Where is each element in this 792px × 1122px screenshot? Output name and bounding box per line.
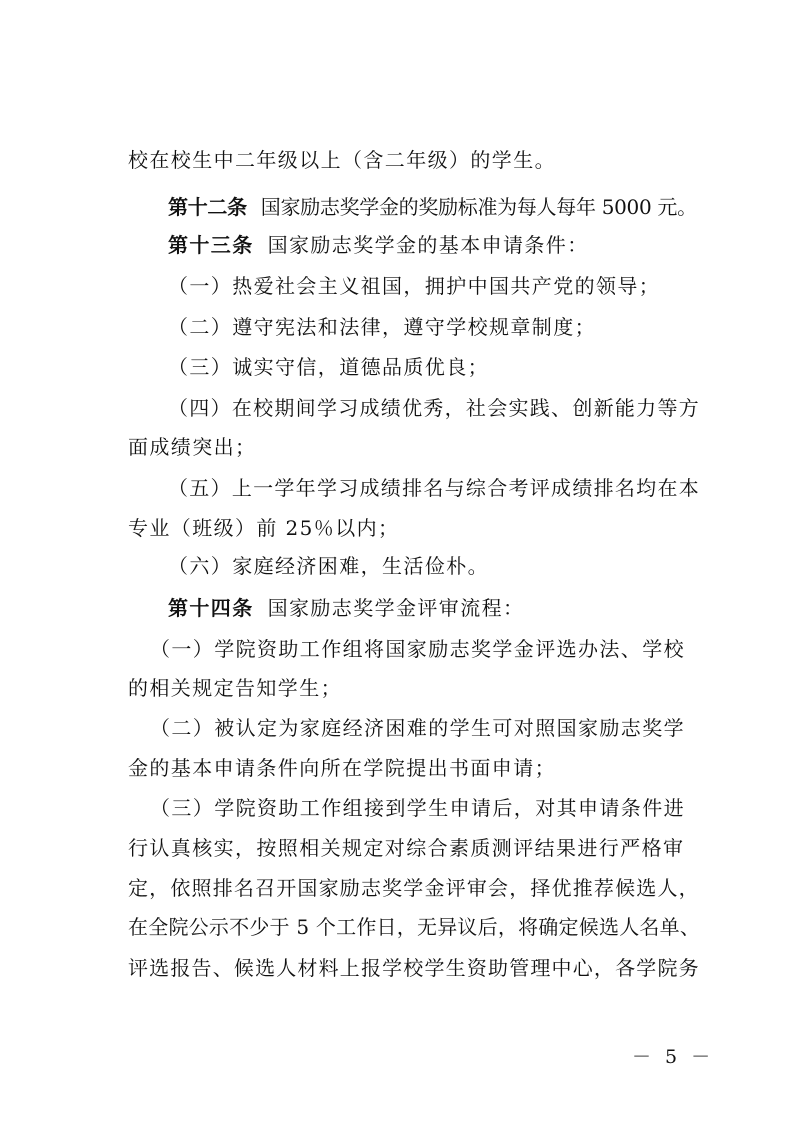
body-line-13 xyxy=(150,636,685,662)
body-line-1 xyxy=(128,147,556,173)
article-heading-14: 第十四条 xyxy=(168,596,254,620)
line-text: （一）热爱社会主义祖国，拥护中国共产党的领导； xyxy=(168,274,661,298)
body-line-14 xyxy=(128,675,342,701)
body-line-17 xyxy=(150,795,685,821)
body-line-20 xyxy=(128,914,700,940)
line-text: 国家励志奖学金的基本申请条件： xyxy=(267,233,589,257)
body-line-4 xyxy=(168,273,660,299)
body-line-11 xyxy=(168,553,489,579)
body-line-7 xyxy=(168,395,700,421)
body-line-9 xyxy=(168,475,700,501)
line-text: （五）上一学年学习成绩排名与综合考评成绩排名均在本 xyxy=(168,476,700,500)
body-line-5 xyxy=(168,314,596,340)
line-text: （六）家庭经济困难，生活俭朴。 xyxy=(168,554,489,578)
line-text: 国家励志奖学金评审流程： xyxy=(267,596,525,620)
line-text: （三）学院资助工作组接到学生申请后，对其申请条件进 xyxy=(150,796,685,820)
line-text: （四）在校期间学习成绩优秀，社会实践、创新能力等方 xyxy=(168,396,700,420)
body-line-15 xyxy=(150,715,685,741)
body-line-6 xyxy=(168,354,489,380)
article-heading-12: 第十二条 xyxy=(168,195,247,219)
line-text: 校在校生中二年级以上（含二年级）的学生。 xyxy=(128,148,556,172)
line-text: 的相关规定告知学生； xyxy=(128,676,342,700)
page-number: － 5 － xyxy=(632,1046,715,1068)
line-text: 定，依照排名召开国家励志奖学金评审会，择优推荐候选人， xyxy=(128,876,700,900)
body-line-8 xyxy=(128,434,256,460)
body-line-19 xyxy=(128,875,700,901)
line-text: 国家励志奖学金的奖励标准为每人每年 5000 元。 xyxy=(260,195,697,219)
body-line-21 xyxy=(128,955,700,981)
body-line-16 xyxy=(128,755,556,781)
line-text: 专业（班级）前 25％以内； xyxy=(128,516,400,540)
line-text: （三）诚实守信，道德品质优良； xyxy=(168,355,489,379)
line-text: 评选报告、候选人材料上报学校学生资助管理中心，各学院务 xyxy=(128,956,700,980)
line-text: （二）遵守宪法和法律，遵守学校规章制度； xyxy=(168,315,596,339)
article-heading-13: 第十三条 xyxy=(168,233,254,257)
body-line-18 xyxy=(128,835,684,861)
article-13-line xyxy=(168,232,589,258)
body-line-10 xyxy=(128,515,399,541)
line-text: （二）被认定为家庭经济困难的学生可对照国家励志奖学 xyxy=(150,716,685,740)
line-text: 面成绩突出； xyxy=(128,435,257,459)
line-text: （一）学院资助工作组将国家励志奖学金评选办法、学校 xyxy=(150,637,685,661)
article-14-line xyxy=(168,595,524,621)
article-12-line xyxy=(168,194,697,220)
line-text: 在全院公示不少于 5 个工作日，无异议后，将确定候选人名单、 xyxy=(128,915,701,939)
line-text: 行认真核实，按照相关规定对综合素质测评结果进行严格审 xyxy=(128,836,685,860)
line-text: 金的基本申请条件向所在学院提出书面申请； xyxy=(128,756,556,780)
